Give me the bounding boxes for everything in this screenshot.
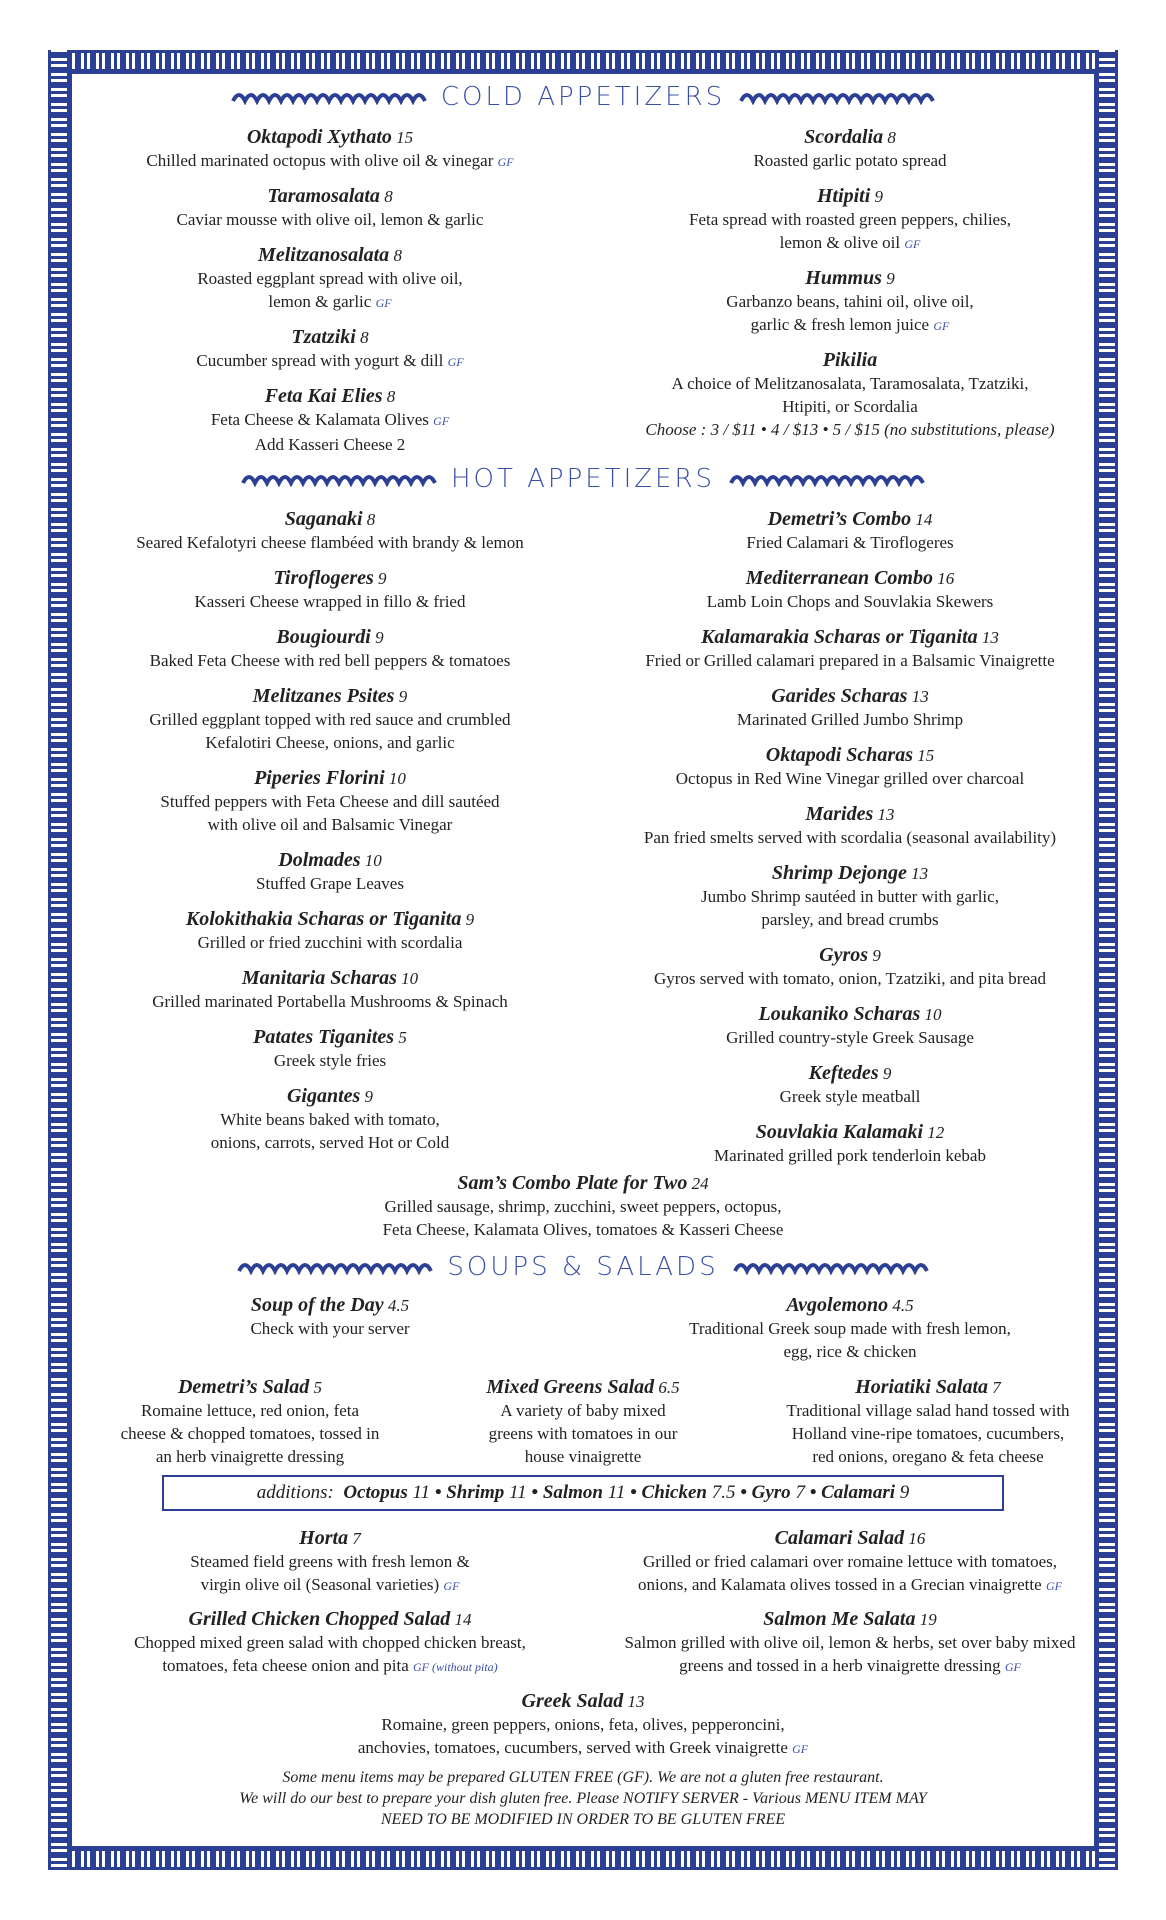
item-desc: Kasseri Cheese wrapped in fillo & fried — [194, 592, 466, 611]
wave-ornament-icon — [739, 89, 935, 105]
item-name: Oktapodi Xythato — [246, 126, 392, 148]
item-desc: Htipiti, or Scordalia — [782, 397, 918, 416]
item-price: 16 — [908, 1529, 926, 1548]
gf-badge: GF — [1045, 1579, 1062, 1593]
menu-item — [90, 1294, 570, 1340]
item-desc: Grilled marinated Portabella Mushrooms & Spinach — [152, 992, 508, 1011]
item-desc: garlic & fresh lemon juice — [750, 315, 930, 334]
section-title: COLD APPETIZERS — [440, 82, 726, 112]
menu-item — [90, 1026, 570, 1072]
menu-item — [90, 685, 570, 754]
item-name: Demetri’s Salad — [177, 1376, 310, 1398]
addition-name: Gyro — [751, 1482, 791, 1503]
item-name: Calamari Salad — [774, 1527, 905, 1549]
addition-name: Calamari — [821, 1482, 895, 1503]
item-desc: White beans baked with tomato, — [220, 1110, 440, 1129]
menu-item — [90, 967, 570, 1013]
item-price: 9 — [465, 910, 475, 929]
item-price: 9 — [398, 687, 408, 706]
item-price: 8 — [360, 328, 369, 347]
menu-item — [600, 185, 1100, 256]
item-desc: Grilled or fried calamari over romaine lettuce with tomatoes, — [643, 1552, 1057, 1571]
item-desc: Feta spread with roasted green peppers, chilies, — [689, 210, 1011, 229]
menu-item — [433, 1376, 733, 1468]
menu-item — [90, 326, 570, 374]
item-name: Hummus — [805, 267, 882, 289]
item-name: Loukaniko Scharas — [758, 1003, 921, 1025]
item-name: Scordalia — [804, 126, 884, 148]
item-name: Mediterranean Combo — [745, 567, 933, 589]
item-desc: Chilled marinated octopus with olive oil & vinegar — [146, 151, 494, 170]
menu-item — [90, 1527, 570, 1598]
menu-item — [90, 385, 570, 456]
menu-item — [90, 244, 570, 315]
item-desc: Greek style meatball — [779, 1087, 921, 1106]
item-desc: Holland vine-ripe tomatoes, cucumbers, — [791, 1424, 1065, 1443]
item-name: Tzatziki — [291, 326, 356, 348]
item-desc: anchovies, tomatoes, cucumbers, served with Greek vinaigrette — [357, 1738, 788, 1757]
menu-item — [283, 1172, 883, 1241]
section-title: HOT APPETIZERS — [450, 464, 716, 494]
item-desc: Lamb Loin Chops and Souvlakia Skewers — [706, 592, 994, 611]
item-price: 10 — [388, 769, 406, 788]
item-desc: an herb vinaigrette dressing — [155, 1447, 345, 1466]
menu-item — [600, 626, 1100, 672]
item-price: 12 — [927, 1123, 945, 1142]
wave-ornament-icon — [231, 89, 427, 105]
item-desc: Fried Calamari & Tiroflogeres — [746, 533, 954, 552]
item-desc: tomatoes, feta cheese onion and pita — [162, 1656, 409, 1675]
item-desc: Grilled sausage, shrimp, zucchini, sweet peppers, octopus, — [384, 1197, 782, 1216]
item-name: Piperies Florini — [254, 767, 385, 789]
item-desc: with olive oil and Balsamic Vinegar — [207, 815, 453, 834]
item-price: 10 — [401, 969, 419, 988]
item-price: 13 — [911, 687, 929, 706]
item-desc: Greek style fries — [273, 1051, 387, 1070]
item-desc: Octopus in Red Wine Vinegar grilled over charcoal — [675, 769, 1025, 788]
item-price: 5 — [398, 1028, 407, 1047]
gf-badge: GF — [933, 319, 950, 333]
item-price: 9 — [375, 628, 384, 647]
menu-item — [90, 849, 570, 895]
item-price: 16 — [937, 569, 955, 588]
item-price: 24 — [691, 1174, 709, 1193]
item-desc: onions, and Kalamata olives tossed in a Grecian vinaigrette — [638, 1575, 1042, 1594]
item-name: Demetri’s Combo — [767, 508, 912, 530]
item-price: 10 — [924, 1005, 942, 1024]
section-title: SOUPS & SALADS — [447, 1252, 719, 1282]
item-price: 6.5 — [658, 1378, 680, 1397]
item-desc: lemon & garlic — [268, 292, 372, 311]
item-desc: Grilled eggplant topped with red sauce and crumbled — [149, 710, 511, 729]
item-name: Garides Scharas — [771, 685, 908, 707]
item-desc: Roasted eggplant spread with olive oil, — [197, 269, 463, 288]
item-price: 13 — [981, 628, 999, 647]
item-price: 13 — [627, 1692, 645, 1711]
item-price: 13 — [911, 864, 929, 883]
item-name: Feta Kai Elies — [264, 385, 383, 407]
menu-item — [90, 767, 570, 836]
wave-ornament-icon — [237, 1259, 433, 1275]
item-desc: Traditional Greek soup made with fresh lemon, — [689, 1319, 1011, 1338]
item-name: Kalamarakia Scharas or Tiganita — [701, 626, 978, 648]
wave-ornament-icon — [241, 471, 437, 487]
menu-item — [90, 908, 570, 954]
item-desc: A variety of baby mixed — [500, 1401, 666, 1420]
item-name: Taramosalata — [267, 185, 380, 207]
item-desc: Stuffed Grape Leaves — [256, 874, 404, 893]
item-price: 14 — [915, 510, 933, 529]
item-name: Horta — [299, 1527, 349, 1549]
addition-name: Shrimp — [446, 1482, 505, 1503]
menu-item — [758, 1376, 1098, 1468]
item-name: Tiroflogeres — [273, 567, 374, 589]
item-desc: Romaine lettuce, red onion, feta — [140, 1401, 360, 1420]
item-price: 8 — [887, 128, 896, 147]
item-name: Horiatiki Salata — [855, 1376, 989, 1398]
footer-line: We will do our best to prepare your dish gluten free. Please NOTIFY SERVER - Various MENU ITEM MAY — [239, 1790, 927, 1807]
menu-item — [600, 862, 1100, 931]
item-name: Gyros — [819, 944, 869, 966]
addition-name: Salmon — [542, 1482, 604, 1503]
gf-badge: GF — [443, 1579, 460, 1593]
item-desc: A choice of Melitzanosalata, Taramosalata, Tzatziki, — [671, 374, 1029, 393]
item-desc: Garbanzo beans, tahini oil, olive oil, — [726, 292, 974, 311]
item-desc: Steamed field greens with fresh lemon & — [190, 1552, 470, 1571]
item-price: 9 — [364, 1087, 374, 1106]
item-desc: Gyros served with tomato, onion, Tzatziki, and pita bread — [653, 969, 1046, 988]
item-desc: Check with your server — [250, 1319, 410, 1338]
menu-item — [90, 185, 570, 231]
item-desc: lemon & olive oil — [779, 233, 901, 252]
item-price: 5 — [313, 1378, 323, 1397]
item-price: 9 — [872, 946, 881, 965]
item-desc: Add Kasseri Cheese 2 — [254, 435, 406, 454]
item-name: Sam’s Combo Plate for Two — [457, 1172, 688, 1194]
addition-price: 11 — [509, 1482, 527, 1503]
item-desc: Traditional village salad hand tossed with — [786, 1401, 1070, 1420]
addition-price: 11 — [412, 1482, 431, 1503]
item-name: Htipiti — [816, 185, 871, 207]
addition-price: 9 — [899, 1482, 910, 1503]
hot-appetizers-header — [0, 464, 1166, 494]
item-name: Saganaki — [284, 508, 363, 530]
cold-appetizers-header — [0, 82, 1166, 112]
item-name: Manitaria Scharas — [241, 967, 397, 989]
item-name: Grilled Chicken Chopped Salad — [188, 1608, 451, 1630]
item-price: 8 — [386, 387, 396, 406]
additions-label: additions: — [256, 1482, 334, 1503]
menu-item — [283, 1690, 883, 1761]
item-desc: Pan fried smelts served with scordalia (seasonal availability) — [643, 828, 1057, 847]
item-name: Bougiourdi — [276, 626, 371, 648]
item-desc: Stuffed peppers with Feta Cheese and dill sautéed — [160, 792, 500, 811]
item-desc: Kefalotiri Cheese, onions, and garlic — [205, 733, 455, 752]
menu-item — [90, 126, 570, 174]
item-price: 9 — [378, 569, 387, 588]
item-price: 8 — [384, 187, 393, 206]
menu-item — [600, 944, 1100, 990]
item-name: Souvlakia Kalamaki — [755, 1121, 923, 1143]
item-name: Avgolemono — [786, 1294, 889, 1316]
item-desc: onions, carrots, served Hot or Cold — [210, 1133, 450, 1152]
menu-item — [600, 267, 1100, 338]
gluten-free-notice — [150, 1767, 1016, 1830]
item-name: Melitzanosalata — [258, 244, 390, 266]
item-desc: house vinaigrette — [524, 1447, 642, 1466]
soups-salads-header — [0, 1252, 1166, 1282]
item-desc: Cucumber spread with yogurt & dill — [196, 351, 444, 370]
menu-item — [600, 744, 1100, 790]
menu-item — [600, 126, 1100, 172]
item-desc: virgin olive oil (Seasonal varieties) — [200, 1575, 440, 1594]
menu-item — [600, 567, 1100, 613]
addition-price: 11 — [607, 1482, 626, 1503]
item-name: Soup of the Day — [250, 1294, 384, 1316]
menu-item — [600, 1294, 1100, 1363]
item-desc: cheese & chopped tomatoes, tossed in — [120, 1424, 380, 1443]
border-left — [48, 50, 70, 1870]
menu-item — [600, 1121, 1100, 1167]
footer-line: NEED TO BE MODIFIED IN ORDER TO BE GLUTEN FREE — [380, 1811, 786, 1828]
item-desc: red onions, oregano & feta cheese — [812, 1447, 1044, 1466]
item-price: 8 — [393, 246, 402, 265]
gf-badge: GF — [904, 237, 921, 251]
gf-badge: GF — [1004, 1660, 1021, 1674]
gf-badge: GF — [447, 355, 464, 369]
item-desc: greens with tomatoes in our — [488, 1424, 678, 1443]
item-name: Marides — [805, 803, 874, 825]
menu-item — [600, 508, 1100, 554]
item-desc: greens and tossed in a herb vinaigrette dressing — [679, 1656, 1001, 1675]
item-desc: Grilled country-style Greek Sausage — [726, 1028, 974, 1047]
item-desc: Feta Cheese & Kalamata Olives — [210, 410, 429, 429]
item-price: 7 — [992, 1378, 1001, 1397]
item-price: 10 — [364, 851, 382, 870]
item-desc: Baked Feta Cheese with red bell peppers & tomatoes — [149, 651, 511, 670]
item-name: Oktapodi Scharas — [765, 744, 913, 766]
menu-item — [90, 1376, 410, 1468]
item-desc: parsley, and bread crumbs — [761, 910, 939, 929]
item-desc: Marinated grilled pork tenderloin kebab — [714, 1146, 986, 1165]
item-name: Mixed Greens Salad — [486, 1376, 655, 1398]
item-desc: Romaine, green peppers, onions, feta, olives, pepperoncini, — [381, 1715, 785, 1734]
menu-item — [600, 1003, 1100, 1049]
footer-line: Some menu items may be prepared GLUTEN FREE (GF). We are not a gluten free restaurant. — [282, 1769, 884, 1786]
item-name: Pikilia — [822, 349, 878, 371]
menu-item — [90, 1085, 570, 1154]
additions-box: additions: Octopus 11 • Shrimp 11 • Salmon 11 • Chicken 7.5 • Gyro 7 • Calamari 9 — [162, 1475, 1004, 1511]
item-price: 19 — [919, 1610, 937, 1629]
gf-badge: GF — [375, 296, 392, 310]
menu-item — [600, 803, 1100, 849]
item-price: 8 — [366, 510, 376, 529]
addition-name: Chicken — [641, 1482, 707, 1503]
item-price: 9 — [874, 187, 884, 206]
menu-item — [590, 1608, 1110, 1679]
item-name: Gigantes — [286, 1085, 361, 1107]
menu-item — [90, 567, 570, 613]
item-desc: Caviar mousse with olive oil, lemon & garlic — [176, 210, 484, 229]
item-desc: Feta Cheese, Kalamata Olives, tomatoes & Kasseri Cheese — [382, 1220, 784, 1239]
item-desc: Marinated Grilled Jumbo Shrimp — [736, 710, 964, 729]
border-bottom — [48, 1848, 1118, 1870]
item-price: 14 — [454, 1610, 472, 1629]
item-desc: Roasted garlic potato spread — [753, 151, 947, 170]
menu-item — [600, 685, 1100, 731]
menu-item — [600, 349, 1100, 441]
item-desc: Salmon grilled with olive oil, lemon & herbs, set over baby mixed — [624, 1633, 1076, 1652]
item-name: Greek Salad — [521, 1690, 624, 1712]
pikilia-choose: Choose : 3 / $11 • 4 / $13 • 5 / $15 (no substitutions, please) — [645, 420, 1055, 439]
item-name: Keftedes — [808, 1062, 879, 1084]
menu-item — [590, 1527, 1110, 1598]
addition-price: 7.5 — [711, 1482, 736, 1503]
menu-item — [90, 508, 570, 554]
item-price: 15 — [917, 746, 935, 765]
item-desc: egg, rice & chicken — [783, 1342, 917, 1361]
item-name: Melitzanes Psites — [252, 685, 395, 707]
border-top — [48, 50, 1118, 72]
item-desc: Chopped mixed green salad with chopped chicken breast, — [134, 1633, 526, 1652]
item-price: 7 — [352, 1529, 361, 1548]
item-name: Salmon Me Salata — [763, 1608, 916, 1630]
wave-ornament-icon — [729, 471, 925, 487]
item-desc: Fried or Grilled calamari prepared in a Balsamic Vinaigrette — [645, 651, 1055, 670]
item-price: 13 — [877, 805, 895, 824]
menu-item — [90, 1608, 570, 1679]
gf-badge: GF (without pita) — [413, 1660, 498, 1674]
addition-name: Octopus — [343, 1482, 408, 1503]
item-desc: Seared Kefalotyri cheese flambéed with brandy & lemon — [136, 533, 524, 552]
item-price: 9 — [882, 1064, 892, 1083]
item-desc: Grilled or fried zucchini with scordalia — [197, 933, 463, 952]
menu-item — [600, 1062, 1100, 1108]
item-name: Patates Tiganites — [253, 1026, 395, 1048]
menu-item — [90, 626, 570, 672]
gf-badge: GF — [792, 1742, 809, 1756]
item-name: Shrimp Dejonge — [771, 862, 907, 884]
gf-badge: GF — [497, 155, 514, 169]
item-name: Kolokithakia Scharas or Tiganita — [185, 908, 462, 930]
item-price: 4.5 — [387, 1296, 410, 1315]
item-desc: Jumbo Shrimp sautéed in butter with garlic, — [701, 887, 999, 906]
item-price: 4.5 — [892, 1296, 914, 1315]
gf-badge: GF — [433, 414, 450, 428]
item-price: 9 — [886, 269, 895, 288]
wave-ornament-icon — [733, 1259, 929, 1275]
addition-price: 7 — [795, 1482, 805, 1503]
item-price: 15 — [396, 128, 414, 147]
item-name: Dolmades — [278, 849, 361, 871]
